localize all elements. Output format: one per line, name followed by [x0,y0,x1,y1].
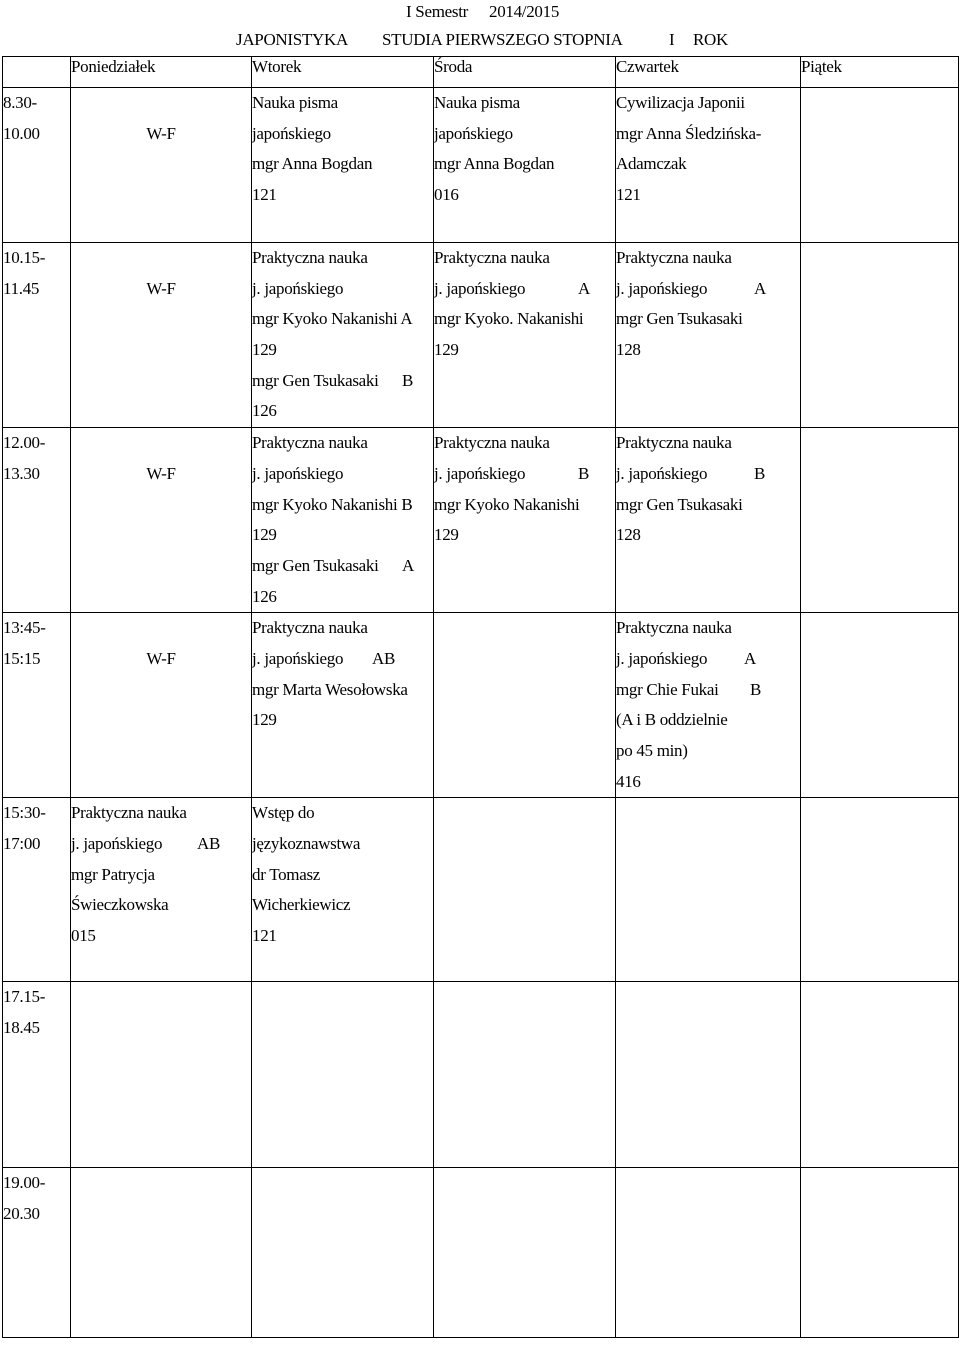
subject: j. japońskiego [434,463,526,483]
friday-cell [801,798,959,982]
time-end: 15:15 [3,648,41,668]
course-subject: j. japońskiego [252,278,344,298]
academic-year: 2014/2015 [489,2,560,21]
slot-row [3,1168,959,1338]
room: 129 [434,525,459,545]
monday-cell [71,613,252,798]
lecturer: mgr Kyoko Nakanishi [434,494,580,514]
time-start: 15:30- [3,803,46,823]
thursday-cell [616,243,801,428]
day-tuesday: Wtorek [252,57,434,88]
class-wf: W-F [146,463,176,483]
time-end: 18.45 [3,1018,40,1038]
class-wf: W-F [146,648,176,668]
course-subject [616,644,800,675]
time-column-header [3,57,71,88]
time-cell [3,243,71,428]
tuesday-cell [252,428,434,613]
course-title-cont: językoznawstwa [252,834,361,854]
lecturer-group-a: mgr Kyoko Nakanishi A [252,309,413,329]
lecturer-group-a [252,551,433,582]
lecturer-cont: Wicherkiewicz [252,895,351,915]
lecturer: mgr Gen Tsukasaki [616,494,743,514]
course-subject: j. japońskiego [252,463,344,483]
lecturer: mgr Anna Bogdan [434,154,555,174]
group-tag: B [750,679,762,699]
thursday-cell [616,428,801,613]
wednesday-cell [434,428,616,613]
room: 129 [434,340,459,360]
course-title: Praktyczna nauka [252,618,368,638]
room: 129 [252,525,277,545]
lecturer-cont: Świeczkowska [71,895,169,915]
time-start: 17.15- [3,987,46,1007]
friday-cell [801,613,959,798]
lecturer-group-b [252,366,433,397]
note: (A i B oddzielnie [616,710,728,730]
wednesday-cell [434,613,616,798]
wednesday-cell [434,982,616,1168]
group-tag: A [744,648,756,668]
note-cont: po 45 min) [616,741,688,760]
slot-row [3,798,959,982]
time-end: 13.30 [3,463,40,483]
tuesday-cell [252,798,434,982]
subject: j. japońskiego [616,463,708,483]
time-end: 11.45 [3,278,40,298]
monday-cell [71,428,252,613]
time-end: 17:00 [3,834,41,854]
group-tag: A [402,555,414,575]
lecturer [616,675,800,706]
time-end: 20.30 [3,1204,40,1224]
room: 126 [252,401,277,421]
lecturer: dr Tomasz [252,864,321,884]
subject: j. japońskiego [71,834,163,854]
year-number: I [669,30,675,49]
wednesday-cell [434,1168,616,1338]
lecturer-cont: Adamczak [616,154,687,174]
year-label: ROK [693,30,728,49]
group-tag: B [754,463,766,483]
timetable [2,56,959,1338]
lecturer: mgr Kyoko. Nakanishi [434,309,584,329]
day-wednesday: Środa [434,57,616,88]
day-header-row [3,57,959,88]
program-name: JAPONISTYKA [236,30,348,49]
slot-row [3,428,959,613]
room: 121 [252,926,277,946]
friday-cell [801,428,959,613]
lecturer: mgr Anna Śledzińska- [616,123,762,143]
time-end: 10.00 [3,123,40,143]
group-tag: A [578,278,590,298]
course-title: Praktyczna nauka [616,248,732,267]
tuesday-cell [252,88,434,243]
monday-cell [71,1168,252,1338]
tuesday-cell [252,613,434,798]
room: 129 [252,340,277,360]
course-title: Praktyczna nauka [434,248,550,267]
semester-label: I Semestr [406,2,468,21]
program-heading [0,26,960,56]
time-start: 19.00- [3,1173,46,1193]
lecturer: mgr Anna Bogdan [252,154,373,174]
day-monday: Poniedziałek [71,57,252,88]
monday-cell [71,798,252,982]
lecturer: mgr Patrycja [71,864,155,884]
wednesday-cell [434,88,616,243]
slot-row [3,243,959,428]
friday-cell [801,243,959,428]
class-wf: W-F [146,123,176,143]
semester-heading [0,0,960,26]
time-cell [3,613,71,798]
tuesday-cell [252,1168,434,1338]
group-tag: A [754,278,766,298]
room: 416 [616,771,641,791]
course-title: Praktyczna nauka [616,433,732,453]
lecturer-group-b: mgr Kyoko Nakanishi B [252,494,413,514]
subject: j. japońskiego [252,648,344,668]
course-subject [616,459,800,490]
lecturer: mgr Marta Wesołowska [252,679,408,699]
time-cell [3,982,71,1168]
class-wf: W-F [146,278,176,298]
thursday-cell [616,613,801,798]
time-start: 8.30- [3,93,37,112]
lecturer: mgr Gen Tsukasaki [252,555,379,575]
group-tag: AB [197,834,221,854]
room: 128 [616,525,641,545]
subject: j. japońskiego [616,278,708,298]
time-start: 13:45- [3,618,46,638]
course-title: Wstęp do [252,803,315,823]
group-tag: B [578,463,590,483]
subject: j. japońskiego [434,278,526,298]
slot-row [3,88,959,243]
course-title: Praktyczna nauka [252,433,368,453]
lecturer: mgr Gen Tsukasaki [616,309,743,329]
course-title: Praktyczna nauka [616,618,732,638]
friday-cell [801,88,959,243]
course-title: Praktyczna nauka [252,248,368,267]
time-start: 12.00- [3,433,46,453]
monday-cell [71,243,252,428]
room: 016 [434,185,459,205]
time-cell [3,88,71,243]
thursday-cell [616,1168,801,1338]
day-thursday: Czwartek [616,57,801,88]
time-start: 10.15- [3,248,46,267]
wednesday-cell [434,243,616,428]
wednesday-cell [434,798,616,982]
study-level: STUDIA PIERWSZEGO STOPNIA [382,30,623,49]
slot-row [3,982,959,1168]
course-title: Cywilizacja Japonii [616,93,745,112]
group-tag: AB [372,648,396,668]
friday-cell [801,982,959,1168]
time-cell [3,428,71,613]
monday-cell [71,88,252,243]
room: 121 [252,185,277,205]
course-subject [434,459,615,490]
room: 015 [71,926,96,946]
group-tag: B [402,370,414,390]
course-subject [616,274,800,305]
tuesday-cell [252,982,434,1168]
room: 128 [616,340,641,360]
monday-cell [71,982,252,1168]
subject: j. japońskiego [616,648,708,668]
thursday-cell [616,982,801,1168]
course-subject [71,829,251,860]
room: 121 [616,185,641,205]
course-title: Praktyczna nauka [71,803,187,823]
course-title-cont: japońskiego [434,123,513,143]
day-friday: Piątek [801,57,959,88]
friday-cell [801,1168,959,1338]
room: 129 [252,710,277,730]
course-title: Nauka pisma [252,93,338,112]
course-title-cont: japońskiego [252,123,331,143]
slot-row [3,613,959,798]
tuesday-cell [252,243,434,428]
room: 126 [252,586,277,606]
course-title: Praktyczna nauka [434,433,550,453]
course-subject [434,274,615,305]
course-title: Nauka pisma [434,93,520,112]
time-cell [3,1168,71,1338]
thursday-cell [616,88,801,243]
time-cell [3,798,71,982]
lecturer-name: mgr Chie Fukai [616,679,719,699]
course-subject [252,644,433,675]
lecturer: mgr Gen Tsukasaki [252,370,379,390]
thursday-cell [616,798,801,982]
